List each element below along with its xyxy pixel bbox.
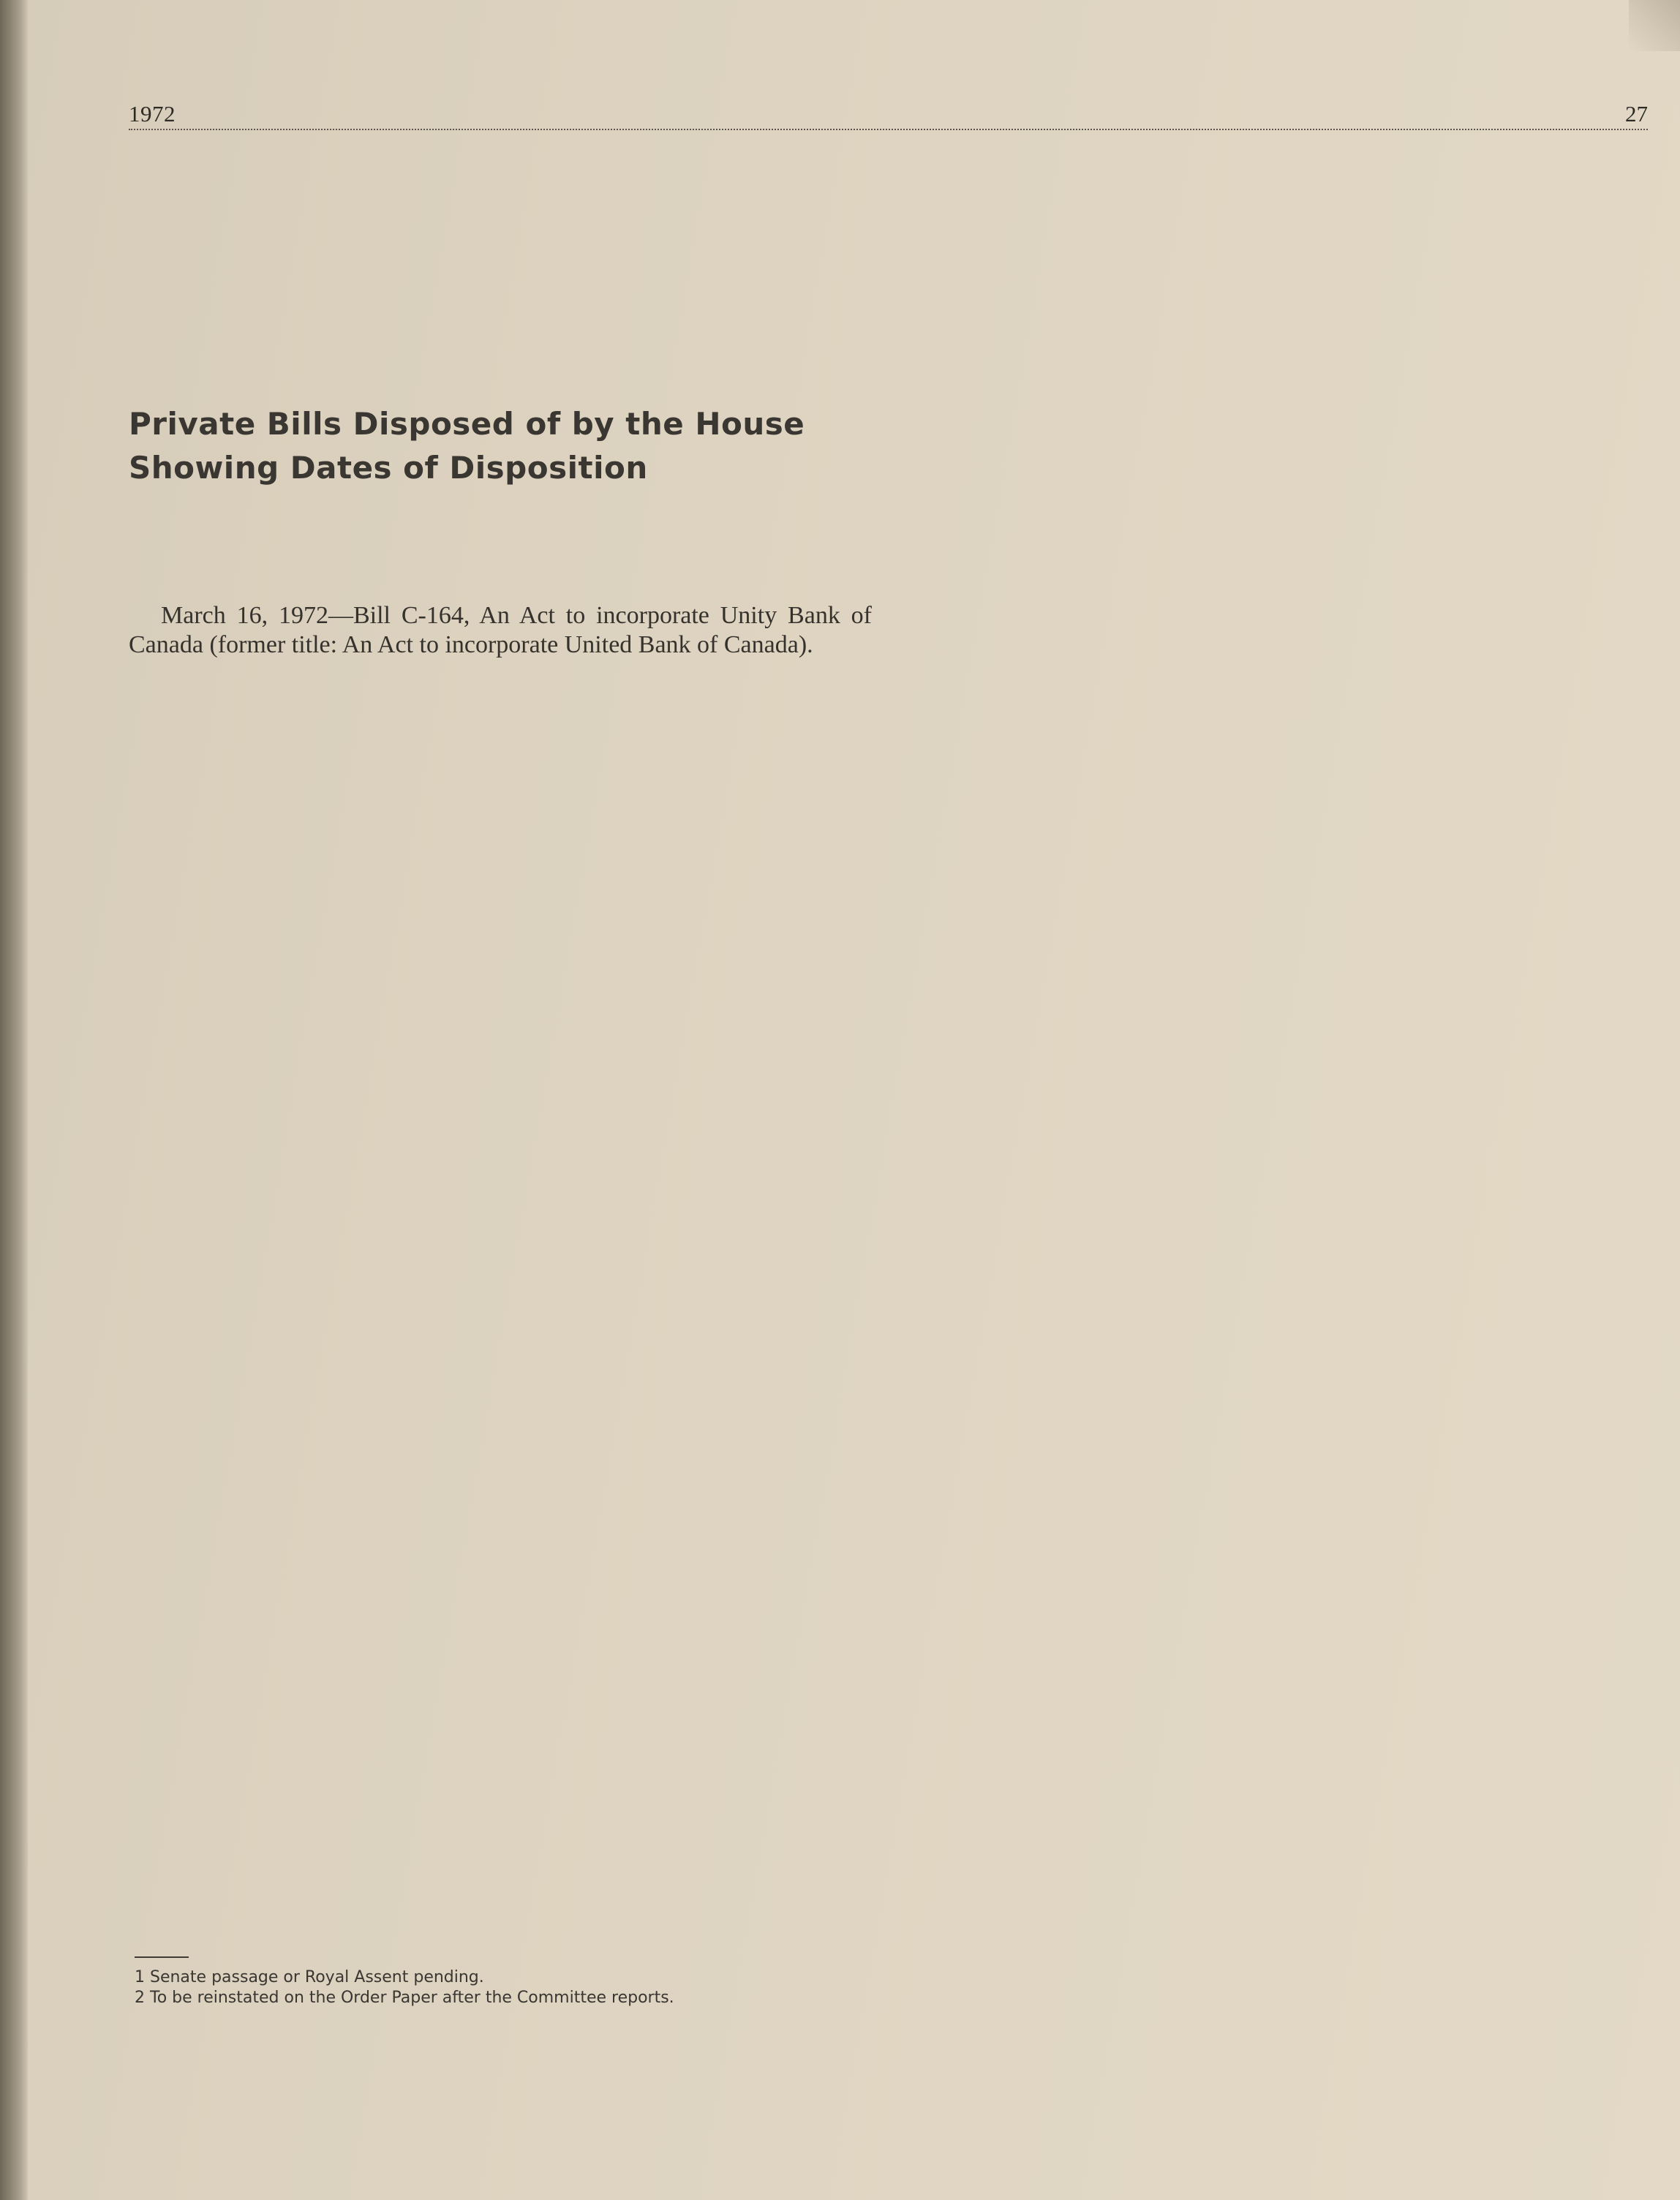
- bill-entry: March 16, 1972—Bill C-164, An Act to incorporate Unity Bank of Canada (former title: An Act to incorporate United Bank of Canada).: [129, 602, 872, 658]
- page-number: 27: [1625, 101, 1648, 127]
- header-rule: [129, 129, 1648, 130]
- page-corner-shadow: [1629, 0, 1680, 51]
- footnote-2: 2 To be reinstated on the Order Paper after the Committee reports.: [135, 1989, 674, 2007]
- footnotes: [135, 1967, 674, 2008]
- title-line-2: Showing Dates of Disposition: [129, 450, 648, 486]
- title-line-1: Private Bills Disposed of by the House: [129, 406, 805, 442]
- footnote-1: 1 Senate passage or Royal Assent pending.: [135, 1968, 484, 1986]
- footnote-rule: [135, 1956, 189, 1958]
- page-title: [129, 402, 805, 490]
- binding-edge: [0, 0, 28, 2200]
- header-year: 1972: [129, 101, 176, 127]
